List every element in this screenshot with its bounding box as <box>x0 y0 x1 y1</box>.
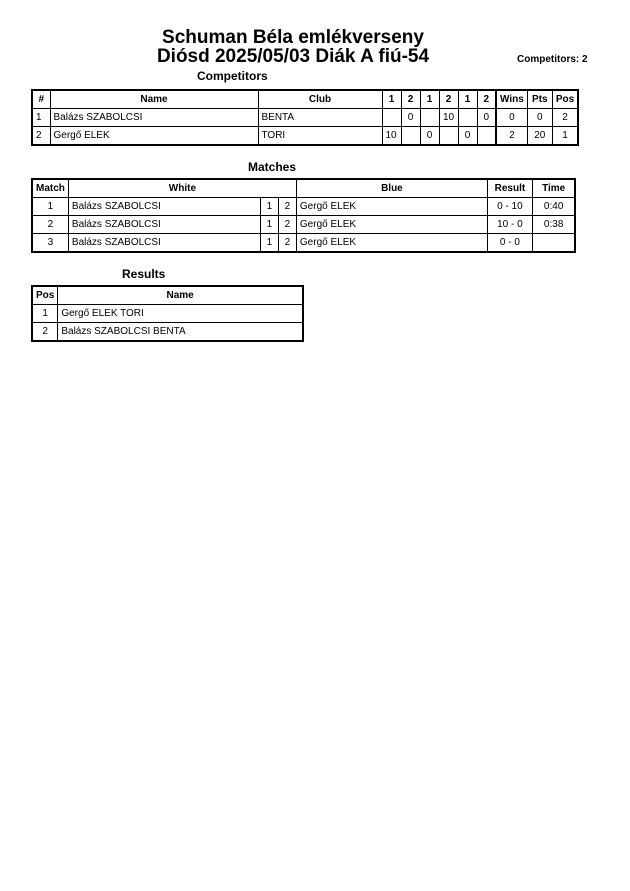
col-match: Match <box>32 179 68 198</box>
table-row <box>32 198 575 216</box>
results-section-title: Results <box>122 267 166 281</box>
event-title: Schuman Béla emlékverseny <box>162 27 424 48</box>
comp-score: 10 <box>439 109 458 127</box>
result-pos: 1 <box>32 305 58 323</box>
blue-name: Gergő ELEK <box>296 216 487 234</box>
comp-score: 0 <box>420 127 439 146</box>
white-name: Balázs SZABOLCSI <box>68 234 260 253</box>
col-time: Time <box>532 179 575 198</box>
blue-name: Gergő ELEK <box>296 234 487 253</box>
result-pos: 2 <box>32 323 58 342</box>
col-name: Name <box>58 286 303 305</box>
match-time <box>532 234 575 253</box>
match-number: 2 <box>32 216 68 234</box>
comp-club: BENTA <box>258 109 382 127</box>
comp-pts: 20 <box>527 127 552 146</box>
col-wins: Wins <box>496 90 527 109</box>
col-r5: 1 <box>458 90 477 109</box>
table-row <box>32 109 578 127</box>
match-time: 0:40 <box>532 198 575 216</box>
table-row <box>32 216 575 234</box>
match-result: 0 - 0 <box>487 234 532 253</box>
match-result: 10 - 0 <box>487 216 532 234</box>
comp-wins: 0 <box>496 109 527 127</box>
comp-score <box>420 109 439 127</box>
match-number: 1 <box>32 198 68 216</box>
table-row <box>32 323 303 342</box>
col-r4: 2 <box>439 90 458 109</box>
comp-score <box>401 127 420 146</box>
comp-score: 0 <box>401 109 420 127</box>
col-pts: Pts <box>527 90 552 109</box>
white-id: 1 <box>260 198 278 216</box>
col-num: # <box>32 90 50 109</box>
col-name: Name <box>50 90 258 109</box>
competitors-count: Competitors: 2 <box>517 54 588 65</box>
col-r6: 2 <box>477 90 496 109</box>
blue-id: 2 <box>278 234 296 253</box>
competitors-table <box>31 89 579 146</box>
competitors-header-row <box>32 90 578 109</box>
table-row <box>32 305 303 323</box>
col-white: White <box>68 179 296 198</box>
results-table <box>31 285 304 342</box>
comp-wins: 2 <box>496 127 527 146</box>
comp-score: 0 <box>458 127 477 146</box>
comp-score: 10 <box>382 127 401 146</box>
match-time: 0:38 <box>532 216 575 234</box>
col-result: Result <box>487 179 532 198</box>
result-name: Gergő ELEK TORI <box>58 305 303 323</box>
col-club: Club <box>258 90 382 109</box>
result-name: Balázs SZABOLCSI BENTA <box>58 323 303 342</box>
comp-num: 2 <box>32 127 50 146</box>
blue-id: 2 <box>278 198 296 216</box>
competitors-section-title: Competitors <box>197 69 268 83</box>
col-pos: Pos <box>32 286 58 305</box>
col-blue: Blue <box>296 179 487 198</box>
comp-name: Balázs SZABOLCSI <box>50 109 258 127</box>
comp-club: TORI <box>258 127 382 146</box>
match-result: 0 - 10 <box>487 198 532 216</box>
matches-table <box>31 178 576 253</box>
matches-header-row <box>32 179 575 198</box>
table-row <box>32 234 575 253</box>
event-subtitle: Diósd 2025/05/03 Diák A fiú-54 <box>156 46 430 67</box>
results-header-row <box>32 286 303 305</box>
col-r3: 1 <box>420 90 439 109</box>
comp-score <box>382 109 401 127</box>
white-name: Balázs SZABOLCSI <box>68 198 260 216</box>
col-r1: 1 <box>382 90 401 109</box>
comp-score <box>458 109 477 127</box>
table-row <box>32 127 578 146</box>
match-number: 3 <box>32 234 68 253</box>
comp-name: Gergő ELEK <box>50 127 258 146</box>
col-r2: 2 <box>401 90 420 109</box>
comp-pos: 2 <box>552 109 578 127</box>
comp-pts: 0 <box>527 109 552 127</box>
white-id: 1 <box>260 216 278 234</box>
white-id: 1 <box>260 234 278 253</box>
comp-score <box>477 127 496 146</box>
blue-id: 2 <box>278 216 296 234</box>
col-pos: Pos <box>552 90 578 109</box>
comp-score <box>439 127 458 146</box>
comp-pos: 1 <box>552 127 578 146</box>
blue-name: Gergő ELEK <box>296 198 487 216</box>
comp-score: 0 <box>477 109 496 127</box>
comp-num: 1 <box>32 109 50 127</box>
matches-section-title: Matches <box>248 160 297 174</box>
white-name: Balázs SZABOLCSI <box>68 216 260 234</box>
